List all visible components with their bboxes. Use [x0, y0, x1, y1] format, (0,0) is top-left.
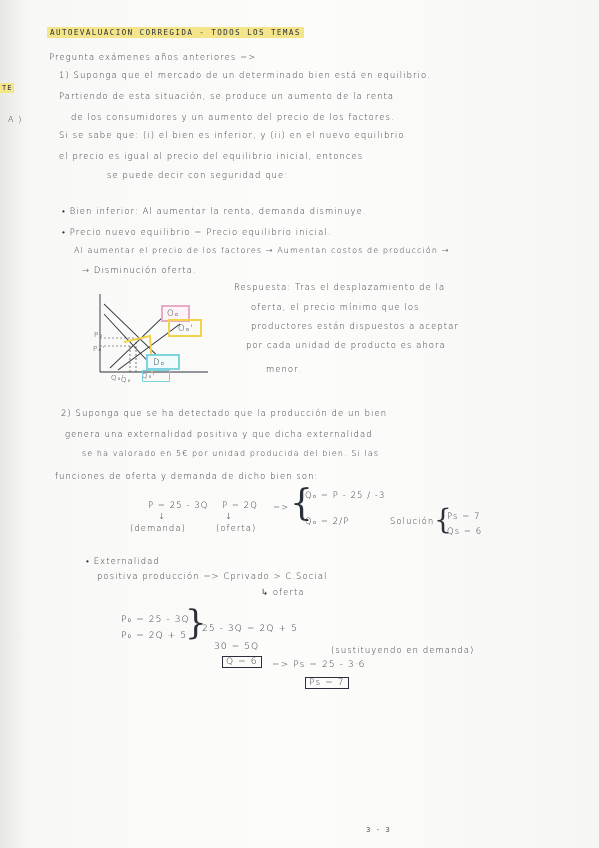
calc-30: 30 = 5Q — [214, 642, 260, 652]
q1-line-5: el precio es igual al precio del equilibrio inicial, entonces — [59, 151, 364, 161]
solution-qs: Qs = 6 — [447, 526, 483, 536]
eq-supply-label: (oferta) — [216, 523, 257, 533]
solution-brace: { — [434, 503, 452, 536]
ext-line: positiva producción => Cprivado > C.Social — [97, 571, 328, 581]
label-o0b: O₀' — [178, 323, 194, 333]
calc-ps-result: Ps = 7 — [305, 677, 349, 689]
ext-title: • Externalidad — [86, 556, 160, 566]
answer-line-5: menor. — [266, 364, 302, 374]
calc-demand: P₀ = 25 - 3Q — [121, 615, 190, 625]
calc-note: (sustituyendo en demanda) — [331, 645, 475, 655]
q1-line-6: se puede decir con seguridad que: — [107, 170, 289, 180]
calc-ps: => Ps = 25 - 3·6 — [272, 660, 366, 670]
q1-line-2: Partiendo de esta situación, se produce un aumento de la renta — [59, 91, 395, 101]
calc-supply: P₀ = 2Q + 5 — [121, 631, 188, 641]
q2-line-2: genera una externalidad positiva y que dicha externalidad — [65, 429, 373, 439]
ext-sub: ↳ oferta — [261, 587, 305, 597]
q1-line-1: 1) Suponga que el mercado de un determinado bien está en equilibrio. — [59, 70, 431, 80]
label-p0b: P₀' — [93, 345, 106, 353]
answer-line-1: Respuesta: Tras el desplazamiento de la — [234, 282, 446, 292]
answer-line-2: oferta, el precio mínimo que los — [251, 302, 420, 312]
system-line-2: Q₀ = 2/P — [305, 516, 350, 526]
calc-eq: 25 - 3Q = 2Q + 5 — [202, 624, 298, 634]
q1-bullet-2-line-2: Al aumentar el precio de los factores → Aumentan costos de producción → — [74, 246, 450, 255]
down-arrow-icon-2: ↓ — [225, 511, 234, 521]
q1-line-4: Si se sabe que: (i) el bien es inferior, y (ii) en el nuevo equilibrio — [59, 130, 405, 140]
calc-q-result: Q = 6 — [222, 656, 262, 668]
yellow-box — [168, 319, 202, 337]
label-q0b: Q₀' — [111, 374, 125, 382]
page-title: AUTOEVALUACION CORREGIDA - TODOS LOS TEMAS — [47, 27, 304, 38]
q1-line-3: de los consumidores y un aumento del precio de los factores. — [71, 112, 395, 122]
cyan-box-small — [142, 370, 170, 382]
page-number: 3 - 3 — [366, 826, 392, 834]
eq-demand-label: (demanda) — [130, 523, 186, 533]
q2-line-1: 2) Suponga que se ha detectado que la producción de un bien — [61, 408, 388, 418]
q1-bullet-2-line-1: • Precio nuevo equilibrio = Precio equilibrio inicial. — [62, 227, 332, 237]
label-p0: P₀ — [94, 331, 104, 339]
solution-label: Solución — [390, 516, 435, 526]
q2-line-3: se ha valorado en 5€ por unidad producida del bien. Si las — [82, 449, 380, 458]
cyan-box — [146, 354, 180, 370]
margin-label: A ) — [8, 115, 23, 124]
q1-bullet-1: • Bien inferior: Al aumentar la renta, demanda disminuye. — [62, 206, 367, 216]
page-subtitle: Pregunta exámenes años anteriores => — [49, 52, 257, 62]
label-q0: Q₀ — [121, 376, 132, 384]
eq-demand: P = 25 - 3Q — [148, 500, 209, 510]
answer-line-3: productores están dispuestos a aceptar — [251, 321, 459, 331]
q2-line-4: funciones de oferta y demanda de dicho bien son: — [55, 471, 319, 481]
margin-highlight-tag: TE — [2, 84, 13, 92]
answer-line-4: por cada unidad de producto es ahora — [246, 340, 446, 350]
system-brace: { — [290, 483, 313, 524]
solution-ps: Ps = 7 — [447, 511, 481, 521]
label-q0c: Q₀' — [142, 372, 156, 380]
eq-supply: P = 2Q — [222, 500, 258, 510]
implies-arrow: => — [273, 502, 290, 512]
label-d0: D₀ — [153, 357, 166, 367]
down-arrow-icon: ↓ — [158, 511, 167, 521]
system-line-1: Q₀ = P - 25 / -3 — [305, 490, 386, 500]
label-o0: O₀ — [167, 308, 180, 318]
calc-brace: } — [185, 603, 207, 643]
q1-bullet-2-line-3: → Disminución oferta. — [82, 265, 197, 275]
